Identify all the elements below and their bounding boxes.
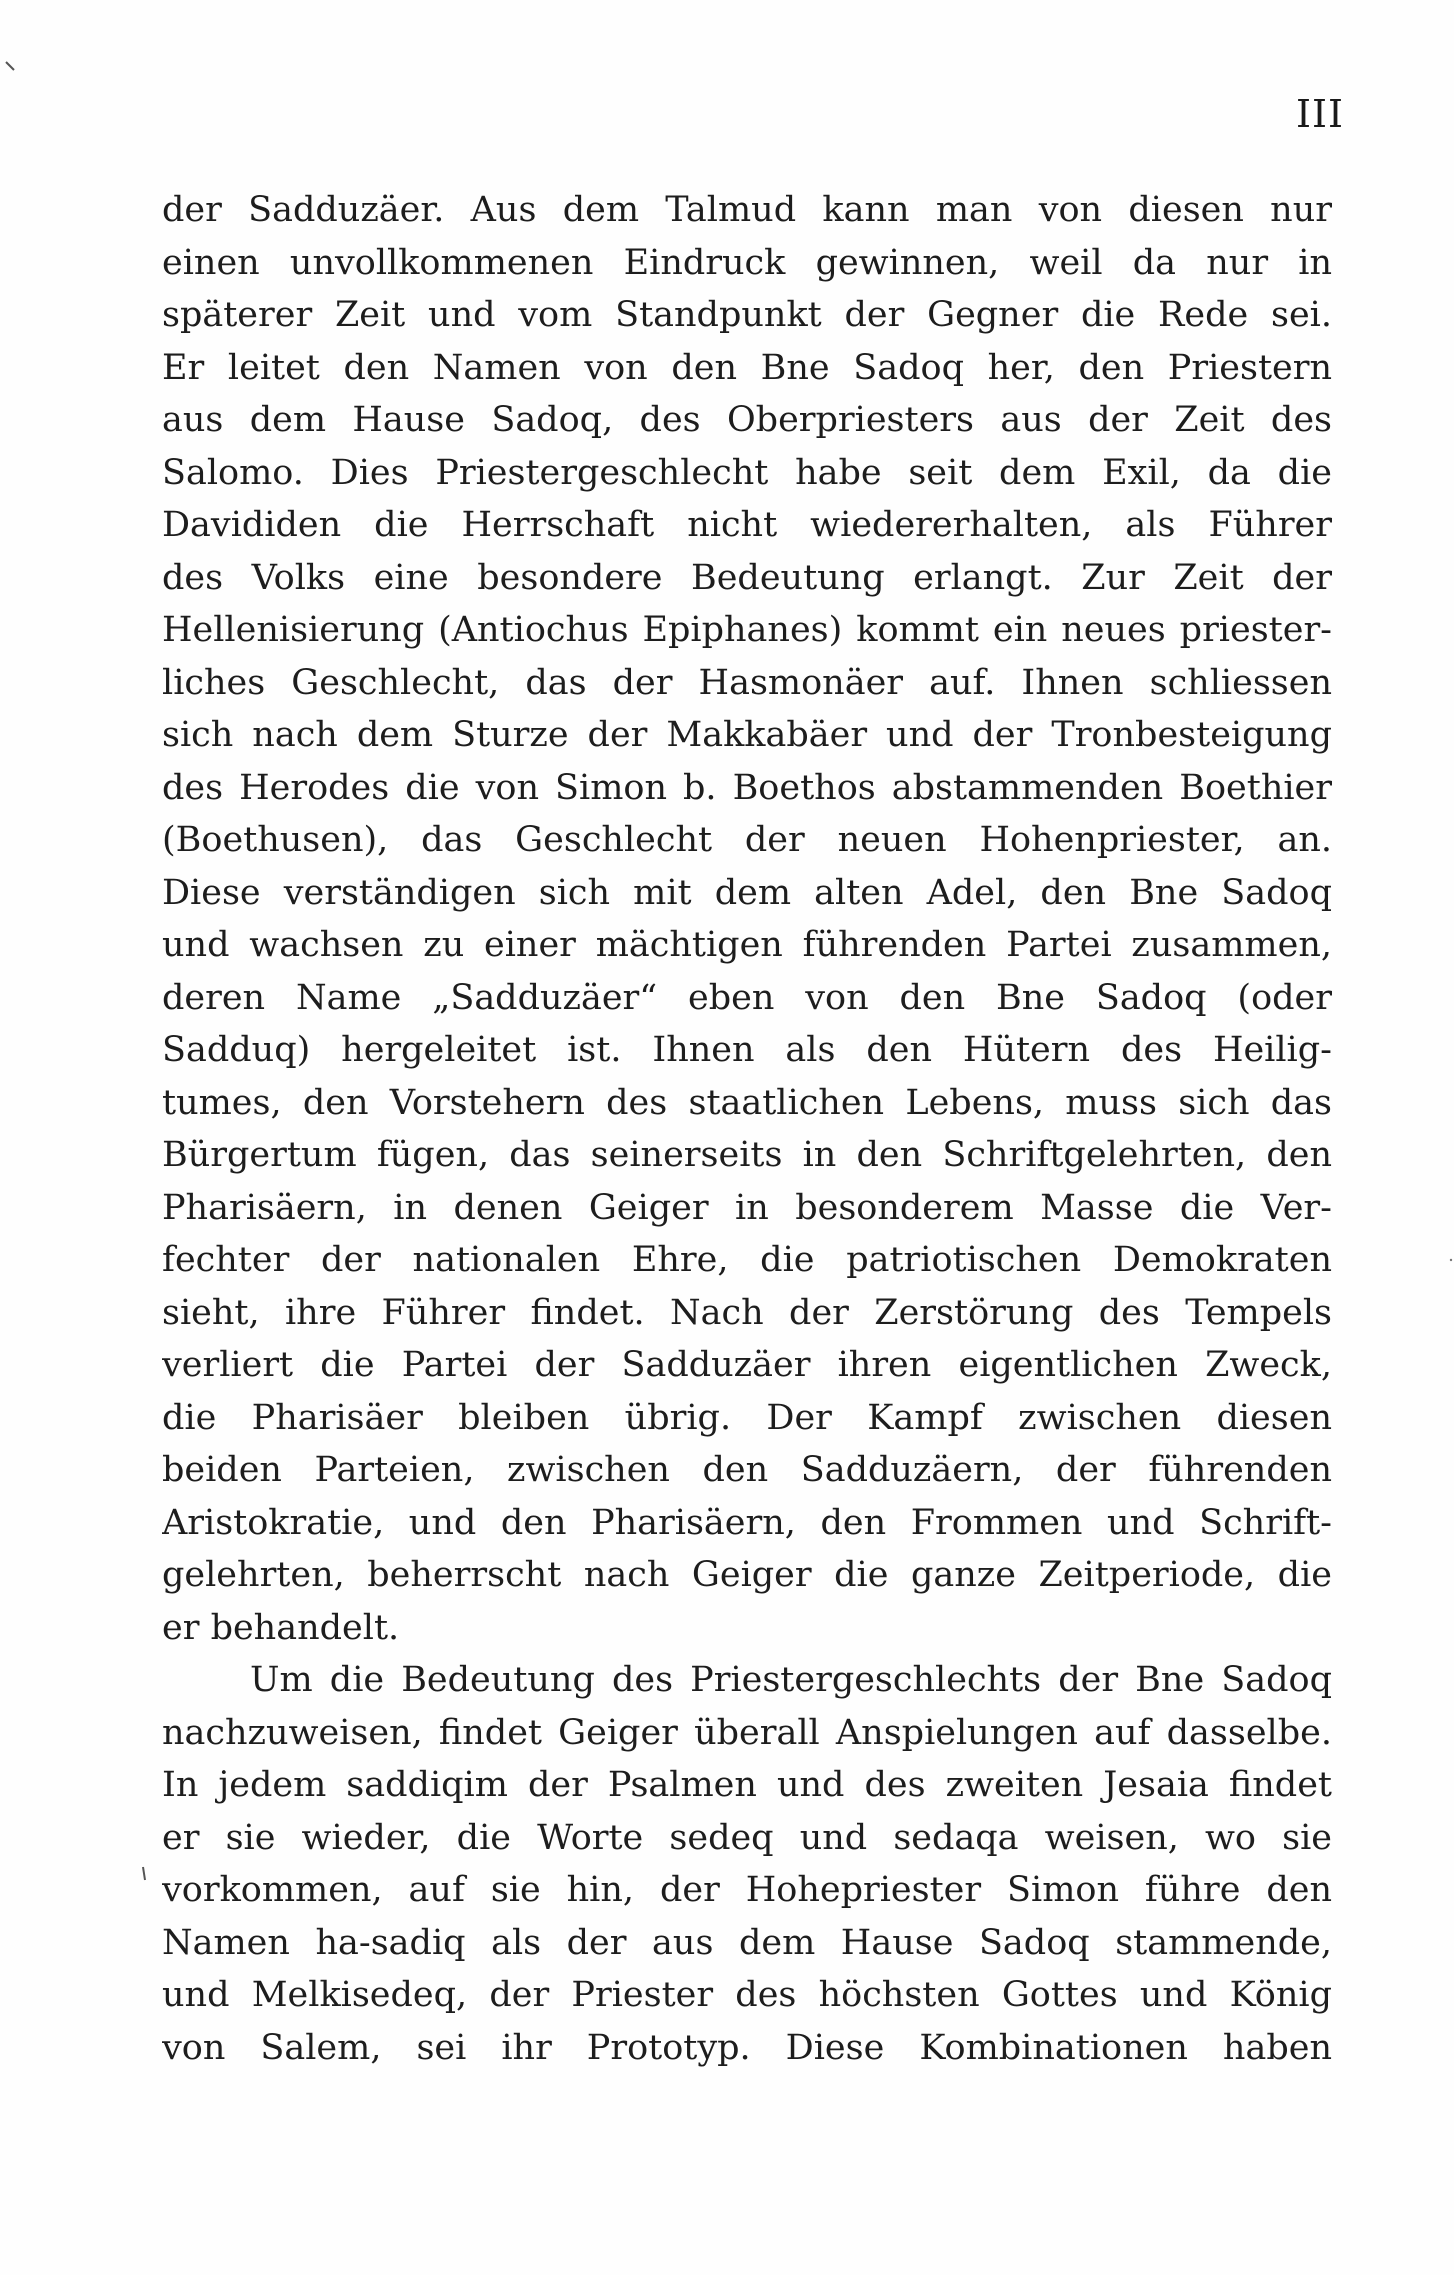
text-line: Aristokratie, und den Pharisäern, den Frommen und Schrift- [162, 1502, 1332, 1543]
text-line: In jedem saddiqim der Psalmen und des zweiten Jesaia findet [162, 1765, 1332, 1805]
text-line: vorkommen, auf sie hin, der Hohepriester Simon führe den [162, 1870, 1332, 1910]
text-line: von Salem, sei ihr Prototyp. Diese Kombinationen haben [162, 2027, 1332, 2068]
text-line: die Pharisäer bleiben übrig. Der Kampf zwischen diesen [162, 1397, 1332, 1438]
text-line: und wachsen zu einer mächtigen führenden Partei zusammen, [162, 925, 1332, 965]
text-line: Um die Bedeutung des Priestergeschlechts der Bne Sadoq [250, 1660, 1332, 1700]
text-line: Er leitet den Namen von den Bne Sadoq her, den Priestern [162, 347, 1332, 388]
text-line: deren Name „Sadduzäer“ eben von den Bne Sadoq (oder [162, 977, 1332, 1018]
text-line: des Herodes die von Simon b. Boethos abstammenden Boethier [162, 767, 1332, 808]
text-line: fechter der nationalen Ehre, die patriotischen Demokraten [162, 1240, 1332, 1280]
scan-speck-mark [6, 62, 14, 70]
paragraph [162, 1654, 1332, 2074]
text-line: Davididen die Herrschaft nicht wiedererhalten, als Führer [162, 505, 1332, 545]
text-line: einen unvollkommenen Eindruck gewinnen, weil da nur in [162, 242, 1332, 283]
text-line: verliert die Partei der Sadduzäer ihren eigentlichen Zweck, [162, 1345, 1332, 1385]
page-number: III [1295, 92, 1344, 136]
text-line: Pharisäern, in denen Geiger in besonderem Masse die Ver- [162, 1187, 1332, 1228]
text-line: nachzuweisen, findet Geiger überall Anspielungen auf dasselbe. [162, 1712, 1332, 1753]
body-text [162, 184, 1332, 2074]
text-line: liches Geschlecht, das der Hasmonäer auf. Ihnen schliessen [162, 662, 1332, 703]
text-line: und Melkisedeq, der Priester des höchsten Gottes und König [162, 1975, 1332, 2015]
scan-speck-mark [1450, 1259, 1452, 1261]
text-line: (Boethusen), das Geschlecht der neuen Hohenpriester, an. [162, 820, 1332, 860]
text-line: späterer Zeit und vom Standpunkt der Gegner die Rede sei. [162, 295, 1332, 335]
text-line: beiden Parteien, zwischen den Sadduzäern, der führenden [162, 1450, 1332, 1490]
paragraph [162, 184, 1332, 1654]
text-line: Salomo. Dies Priestergeschlecht habe seit dem Exil, da die [162, 452, 1332, 493]
text-line: sich nach dem Sturze der Makkabäer und der Tronbesteigung [162, 715, 1332, 755]
text-line: Diese verständigen sich mit dem alten Adel, den Bne Sadoq [162, 872, 1332, 913]
text-line: sieht, ihre Führer findet. Nach der Zerstörung des Tempels [162, 1292, 1332, 1333]
text-line: aus dem Hause Sadoq, des Oberpriesters aus der Zeit des [162, 400, 1332, 440]
text-line: Bürgertum fügen, das seinerseits in den Schriftgelehrten, den [162, 1135, 1332, 1175]
text-line: Hellenisierung (Antiochus Epiphanes) kommt ein neues priester- [162, 610, 1332, 650]
text-line: tumes, den Vorstehern des staatlichen Lebens, muss sich das [162, 1082, 1332, 1123]
text-line: er behandelt. [162, 1607, 400, 1648]
text-line: Namen ha-sadiq als der aus dem Hause Sadoq stammende, [162, 1922, 1332, 1963]
text-line: gelehrten, beherrscht nach Geiger die ganze Zeitperiode, die [162, 1555, 1332, 1595]
scan-speck-mark [143, 1867, 145, 1880]
text-line: des Volks eine besondere Bedeutung erlangt. Zur Zeit der [162, 557, 1332, 598]
text-line: Sadduq) hergeleitet ist. Ihnen als den Hütern des Heilig- [162, 1030, 1332, 1070]
text-line: er sie wieder, die Worte sedeq und sedaqa weisen, wo sie [162, 1817, 1332, 1858]
text-line: der Sadduzäer. Aus dem Talmud kann man von diesen nur [162, 190, 1332, 230]
